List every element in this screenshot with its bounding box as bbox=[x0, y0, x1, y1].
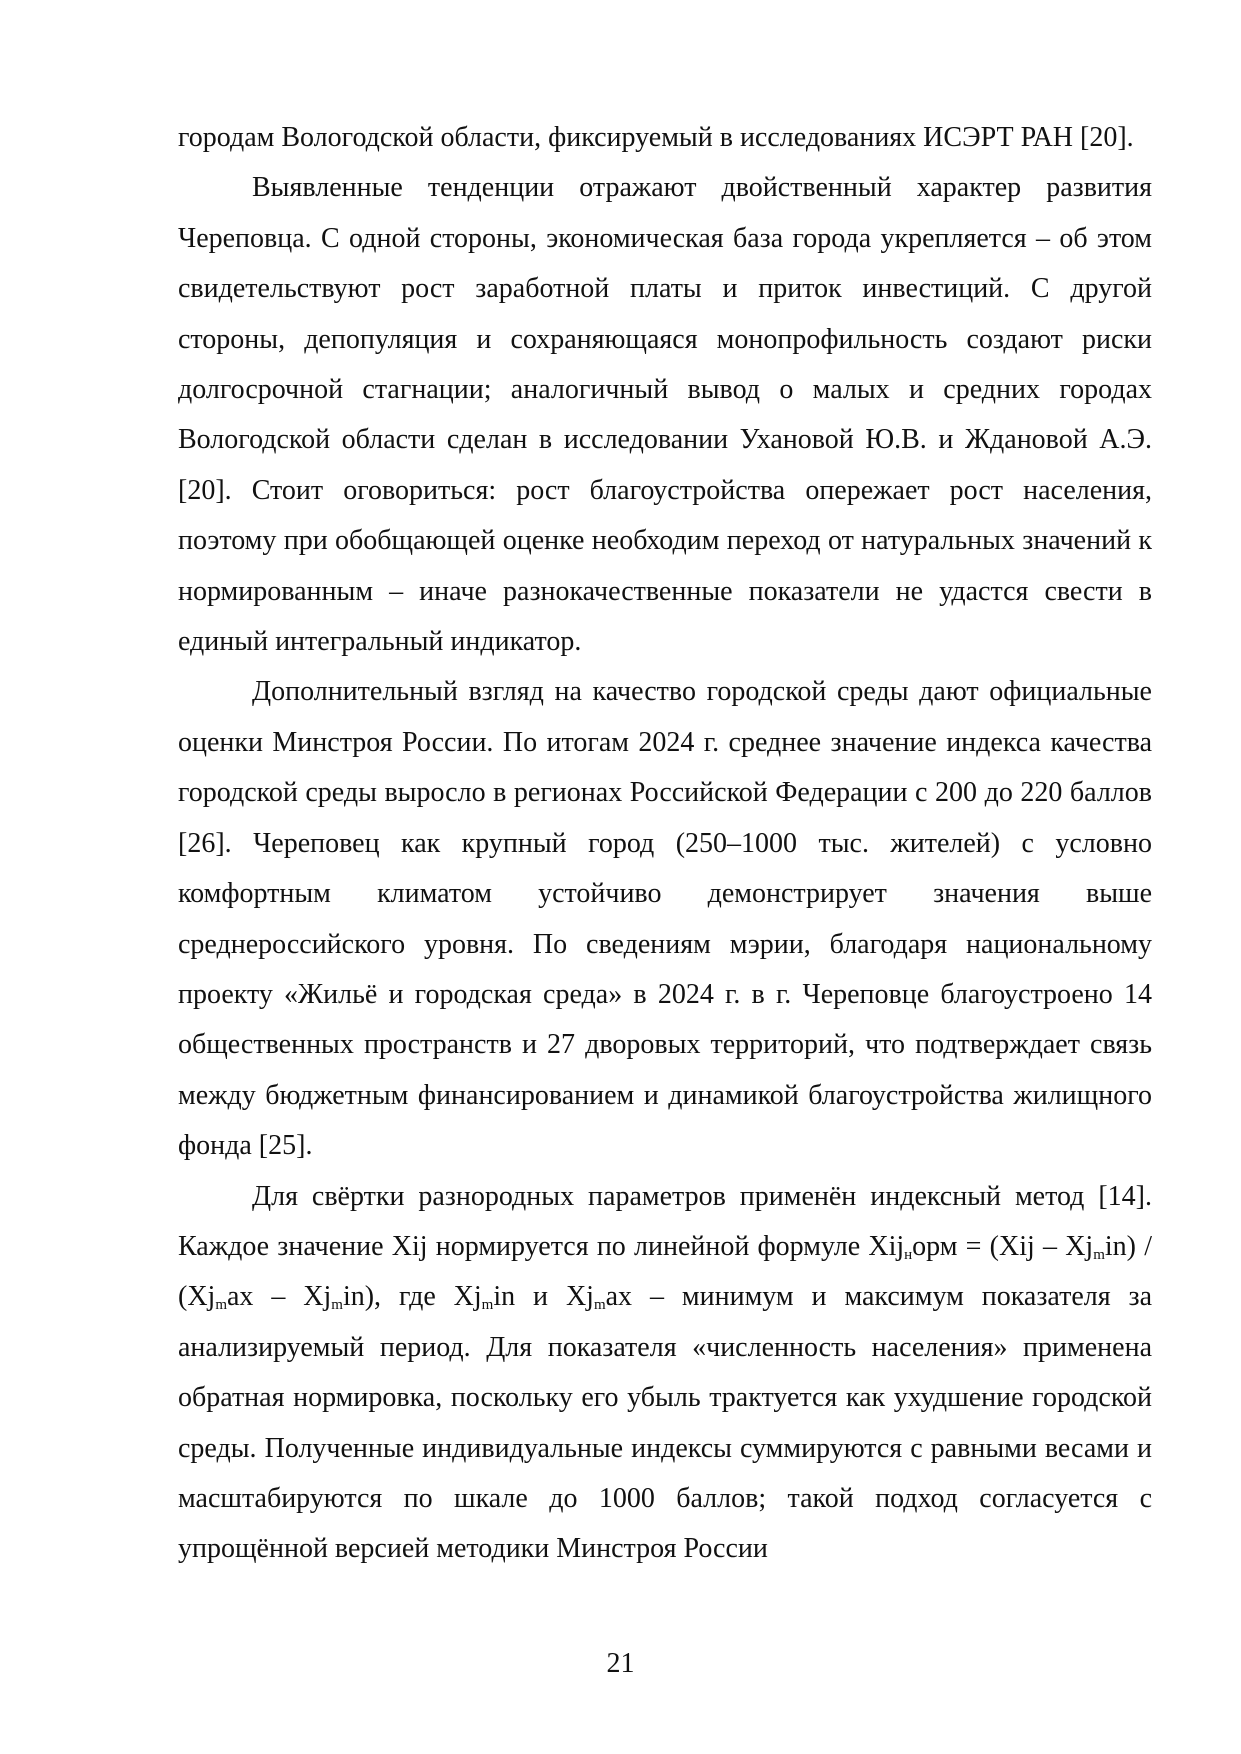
subscript-text: н bbox=[904, 1246, 913, 1263]
text-run: ax – минимум и максимум показателя за анализируемый период. Для показателя «численность населения» применена обратная нормировка, поскольку его убыль трактуется как ухудшение городской среды. Полученные индивидуальные индексы суммируются с равными весами и масштабируются по шкале до 1000 баллов; такой подход согласуется с упрощённой версией методики Минстроя России bbox=[178, 1281, 1153, 1565]
subscript-text: m bbox=[1093, 1246, 1105, 1263]
subscript-text: m bbox=[331, 1297, 343, 1314]
text-run: Для свёртки разнородных параметров применён индексный метод [14]. Каждое значение Xij нормируется по линейной формуле Xij bbox=[178, 1180, 1152, 1262]
subscript-text: m bbox=[593, 1297, 606, 1314]
paragraph-index-method bbox=[178, 1172, 1152, 1575]
text-run: in и Xj bbox=[493, 1281, 594, 1313]
subscript-text: m bbox=[481, 1297, 494, 1314]
text-run: in) / (Xj bbox=[178, 1230, 1152, 1313]
paragraph-continuation: городам Вологодской области, фиксируемый в исследованиях ИСЭРТ РАН [20]. bbox=[178, 122, 1134, 153]
paragraph-minstroy-index: Дополнительный взгляд на качество городской среды дают официальные оценки Минстроя России. По итогам 2024 г. среднее значение индекса качества городской среды выросло в регионах Российской Федерации с 200 до 220 баллов [26]. Череповец как крупный город (250–1000 тыс. жителей) с условно комфортным климатом устойчиво демонстрирует значения выше среднероссийского уровня. По сведениям мэрии, благодаря национальному проекту «Жильё и городская среда» в 2024 г. в г. Череповце благоустроено 14 общественных пространств и 27 дворовых территорий, что подтверждает связь между бюджетным финансированием и динамикой благоустройства жилищного фонда [25]. bbox=[178, 676, 1152, 1162]
page-number: 21 bbox=[606, 1648, 635, 1679]
text-run: in), где Xj bbox=[342, 1281, 482, 1313]
subscript-text: m bbox=[215, 1297, 227, 1314]
body-text bbox=[178, 113, 1152, 1575]
text-run: ax – Xj bbox=[227, 1281, 332, 1313]
text-run: орм = (Xij – Xj bbox=[912, 1230, 1094, 1262]
paragraph-dual-character: Выявленные тенденции отражают двойственный характер развития Череповца. С одной стороны, экономическая база города укрепляется – об этом свидетельствуют рост заработной платы и приток инвестиций. С другой стороны, депопуляция и сохраняющаяся монопрофильность создают риски долгосрочной стагнации; аналогичный вывод о малых и средних городах Вологодской области сделан в исследовании Ухановой Ю.В. и Ждановой А.Э. [20]. Стоит оговориться: рост благоустройства опережает рост населения, поэтому при обобщающей оценке необходим переход от натуральных значений к нормированным – иначе разнокачественные показатели не удастся свести в единый интегральный индикатор. bbox=[178, 172, 1152, 658]
